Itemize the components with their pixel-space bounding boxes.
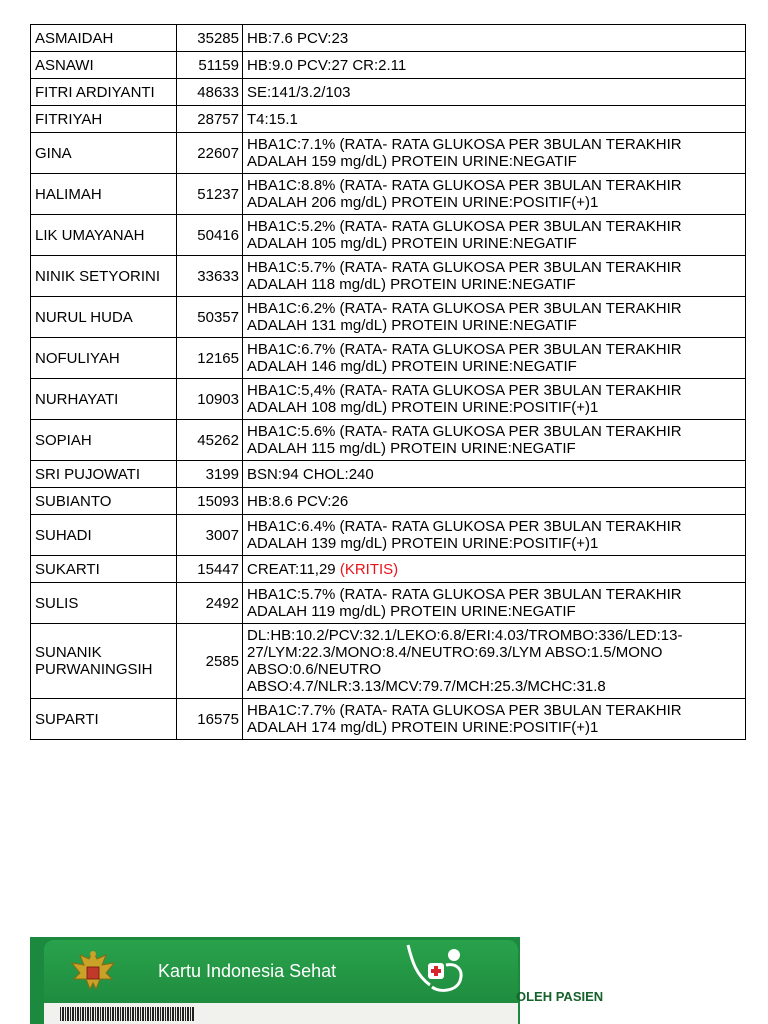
lab-result-text: HBA1C:7.1% (RATA- RATA GLUKOSA PER 3BULAN TERAKHIR ADALAH 159 mg/dL) PROTEIN URINE:NEGATIF (247, 136, 682, 170)
patient-id-cell: 50416 (177, 215, 243, 256)
table-row (31, 79, 746, 106)
kis-logo-icon (402, 941, 470, 997)
lab-result-cell (243, 699, 746, 740)
patient-name-cell: SRI PUJOWATI (31, 461, 177, 488)
lab-result-cell (243, 133, 746, 174)
lab-result-cell (243, 338, 746, 379)
garuda-emblem-icon (66, 945, 120, 999)
card-caption: OLEH PASIEN (516, 989, 604, 1004)
lab-result-cell (243, 215, 746, 256)
patient-name-cell: SUBIANTO (31, 488, 177, 515)
lab-result-cell (243, 624, 746, 699)
table-row (31, 515, 746, 556)
patient-name-cell: LIK UMAYANAH (31, 215, 177, 256)
patient-id-cell: 50357 (177, 297, 243, 338)
table-row (31, 25, 746, 52)
patient-name-cell: ASNAWI (31, 52, 177, 79)
lab-result-text: SE:141/3.2/103 (247, 83, 351, 101)
lab-result-text: HB:9.0 PCV:27 CR:2.11 (247, 56, 407, 74)
patient-name-cell: HALIMAH (31, 174, 177, 215)
patient-id-cell: 28757 (177, 106, 243, 133)
lab-result-text: HB:8.6 PCV:26 (247, 492, 349, 510)
lab-result-text: HBA1C:5.6% (RATA- RATA GLUKOSA PER 3BULAN TERAKHIR ADALAH 115 mg/dL) PROTEIN URINE:NEGATIF (247, 423, 682, 457)
lab-result-text: HBA1C:5.7% (RATA- RATA GLUKOSA PER 3BULAN TERAKHIR ADALAH 118 mg/dL) PROTEIN URINE:NEGATIF (247, 259, 682, 293)
lab-result-cell (243, 297, 746, 338)
patient-name-cell: SOPIAH (31, 420, 177, 461)
patient-name-cell: NURHAYATI (31, 379, 177, 420)
patient-name-cell: FITRI ARDIYANTI (31, 79, 177, 106)
table-row (31, 420, 746, 461)
table-row (31, 699, 746, 740)
lab-result-cell (243, 379, 746, 420)
patient-name-cell: SUPARTI (31, 699, 177, 740)
lab-result-cell (243, 25, 746, 52)
patient-id-cell: 15093 (177, 488, 243, 515)
patient-name-cell: SUKARTI (31, 556, 177, 583)
lab-result-text: HBA1C:6.4% (RATA- RATA GLUKOSA PER 3BULAN TERAKHIR ADALAH 139 mg/dL) PROTEIN URINE:POSITIF(+)1 (247, 518, 682, 552)
patient-name-cell: SUHADI (31, 515, 177, 556)
lab-result-cell (243, 174, 746, 215)
lab-result-text: HB:7.6 PCV:23 (247, 29, 349, 47)
lab-result-cell (243, 515, 746, 556)
lab-result-text: HBA1C:6.2% (RATA- RATA GLUKOSA PER 3BULAN TERAKHIR ADALAH 131 mg/dL) PROTEIN URINE:NEGATIF (247, 300, 682, 334)
barcode-icon (60, 1007, 195, 1021)
patient-id-cell: 51237 (177, 174, 243, 215)
patient-id-cell: 16575 (177, 699, 243, 740)
patient-id-cell: 2585 (177, 624, 243, 699)
lab-result-cell (243, 488, 746, 515)
table-row (31, 52, 746, 79)
lab-result-text: DL:HB:10.2/PCV:32.1/LEKO:6.8/ERI:4.03/TROMBO:336/LED:13- 27/LYM:22.3/MONO:8.4/NEUTRO:69.3/LYM ABSO:1.5/MONO ABSO:0.6/NEUTRO ABSO:4.7/NLR:3.13/MCV:79.7/MCH:25.3/MCHC:31.8 (247, 627, 683, 695)
table-row (31, 133, 746, 174)
patient-name-cell: NINIK SETYORINI (31, 256, 177, 297)
lab-result-cell (243, 256, 746, 297)
patient-name-cell: NOFULIYAH (31, 338, 177, 379)
lab-result-cell (243, 420, 746, 461)
patient-id-cell: 3007 (177, 515, 243, 556)
table-row (31, 256, 746, 297)
table-row (31, 583, 746, 624)
table-row (31, 106, 746, 133)
lab-result-cell (243, 556, 746, 583)
lab-result-cell (243, 52, 746, 79)
patient-name-cell: NURUL HUDA (31, 297, 177, 338)
lab-result-cell (243, 106, 746, 133)
patient-name-cell: SUNANIK PURWANINGSIH (31, 624, 177, 699)
lab-results-table (30, 24, 746, 740)
patient-id-cell: 12165 (177, 338, 243, 379)
patient-name-cell: ASMAIDAH (31, 25, 177, 52)
lab-result-text: HBA1C:5,4% (RATA- RATA GLUKOSA PER 3BULAN TERAKHIR ADALAH 108 mg/dL) PROTEIN URINE:POSITIF(+)1 (247, 382, 682, 416)
lab-results-body (31, 25, 746, 740)
patient-name-cell: FITRIYAH (31, 106, 177, 133)
lab-result-text: CREAT:11,29 (247, 560, 340, 578)
patient-id-cell: 51159 (177, 52, 243, 79)
lab-result-cell (243, 461, 746, 488)
table-row (31, 297, 746, 338)
table-row (31, 488, 746, 515)
lab-result-text: HBA1C:5.7% (RATA- RATA GLUKOSA PER 3BULAN TERAKHIR ADALAH 119 mg/dL) PROTEIN URINE:NEGATIF (247, 586, 682, 620)
lab-result-text: HBA1C:6.7% (RATA- RATA GLUKOSA PER 3BULAN TERAKHIR ADALAH 146 mg/dL) PROTEIN URINE:NEGATIF (247, 341, 682, 375)
patient-id-cell: 10903 (177, 379, 243, 420)
critical-flag: (KRITIS) (339, 560, 399, 578)
lab-result-cell (243, 583, 746, 624)
patient-id-cell: 35285 (177, 25, 243, 52)
table-row (31, 215, 746, 256)
patient-id-cell: 45262 (177, 420, 243, 461)
lab-result-text: T4:15.1 (247, 110, 298, 128)
table-row (31, 624, 746, 699)
lab-result-text: BSN:94 CHOL:240 (247, 465, 374, 483)
table-row (31, 461, 746, 488)
health-card-image (30, 937, 520, 1024)
patient-id-cell: 22607 (177, 133, 243, 174)
patient-id-cell: 48633 (177, 79, 243, 106)
table-row (31, 174, 746, 215)
table-row (31, 379, 746, 420)
patient-name-cell: GINA (31, 133, 177, 174)
lab-result-text: HBA1C:7.7% (RATA- RATA GLUKOSA PER 3BULAN TERAKHIR ADALAH 174 mg/dL) PROTEIN URINE:POSITIF(+)1 (247, 702, 682, 736)
patient-id-cell: 3199 (177, 461, 243, 488)
patient-name-cell: SULIS (31, 583, 177, 624)
lab-result-cell (243, 79, 746, 106)
table-row (31, 556, 746, 583)
card-title: Kartu Indonesia Sehat (158, 961, 337, 981)
lab-result-text: HBA1C:5.2% (RATA- RATA GLUKOSA PER 3BULAN TERAKHIR ADALAH 105 mg/dL) PROTEIN URINE:NEGATIF (247, 218, 682, 252)
table-row (31, 338, 746, 379)
patient-id-cell: 33633 (177, 256, 243, 297)
patient-id-cell: 2492 (177, 583, 243, 624)
lab-result-text: HBA1C:8.8% (RATA- RATA GLUKOSA PER 3BULAN TERAKHIR ADALAH 206 mg/dL) PROTEIN URINE:POSITIF(+)1 (247, 177, 682, 211)
patient-id-cell: 15447 (177, 556, 243, 583)
